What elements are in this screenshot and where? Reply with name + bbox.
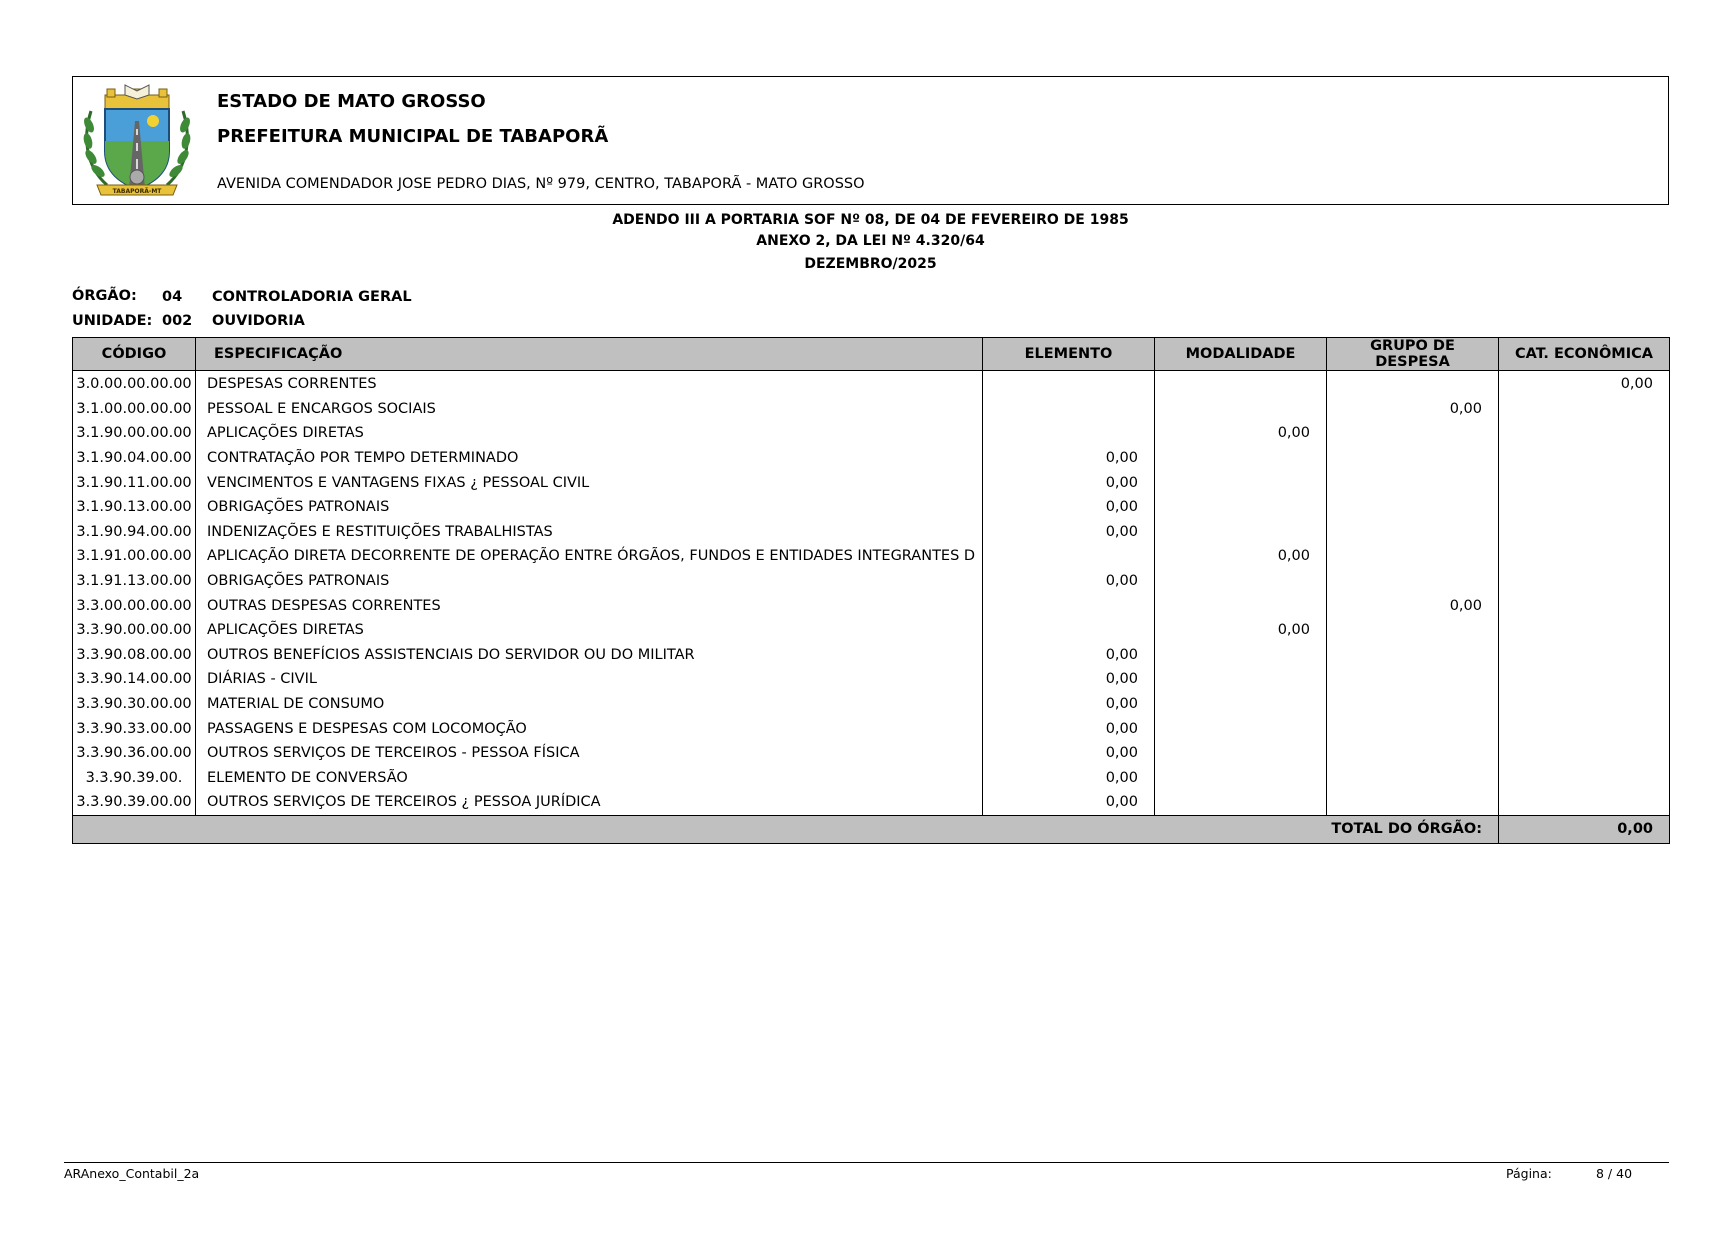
report-name: ARAnexo_Contabil_2a — [64, 1166, 200, 1181]
unidade-code: 002 — [162, 313, 193, 329]
cell-codigo: 3.1.00.00.00.00 — [73, 397, 196, 422]
cell-codigo: 3.1.91.13.00.00 — [73, 569, 196, 594]
cell-especificacao: INDENIZAÇÕES E RESTITUIÇÕES TRABALHISTAS — [196, 520, 983, 545]
cell-grupo-despesa: 0,00 — [1327, 593, 1499, 618]
cell-modalidade — [1155, 397, 1327, 422]
cell-codigo: 3.1.90.94.00.00 — [73, 520, 196, 545]
prefeitura-address: AVENIDA COMENDADOR JOSE PEDRO DIAS, Nº 979, CENTRO, TABAPORÃ - MATO GROSSO — [217, 176, 865, 192]
cell-especificacao: ELEMENTO DE CONVERSÃO — [196, 766, 983, 791]
cell-especificacao: VENCIMENTOS E VANTAGENS FIXAS ¿ PESSOAL CIVIL — [196, 470, 983, 495]
cell-elemento: 0,00 — [983, 470, 1155, 495]
cell-elemento: 0,00 — [983, 741, 1155, 766]
cell-modalidade: 0,00 — [1155, 544, 1327, 569]
cell-modalidade — [1155, 692, 1327, 717]
cell-grupo-despesa — [1327, 520, 1499, 545]
table-row — [73, 371, 1670, 397]
cell-especificacao: DESPESAS CORRENTES — [196, 371, 983, 397]
header-box — [72, 76, 1669, 205]
orgao-label: ÓRGÃO: — [72, 288, 137, 304]
table-header-row — [73, 338, 1670, 371]
cell-especificacao: APLICAÇÃO DIRETA DECORRENTE DE OPERAÇÃO ENTRE ÓRGÃOS, FUNDOS E ENTIDADES INTEGRANTES D — [196, 544, 983, 569]
orgao-code: 04 — [162, 289, 183, 305]
cell-especificacao: PASSAGENS E DESPESAS COM LOCOMOÇÃO — [196, 716, 983, 741]
cell-elemento — [983, 618, 1155, 643]
cell-cat-economica — [1499, 741, 1670, 766]
cell-grupo-despesa — [1327, 618, 1499, 643]
cell-grupo-despesa — [1327, 421, 1499, 446]
cell-especificacao: OUTROS BENEFÍCIOS ASSISTENCIAIS DO SERVIDOR OU DO MILITAR — [196, 643, 983, 668]
cell-codigo: 3.1.90.11.00.00 — [73, 470, 196, 495]
report-period: DEZEMBRO/2025 — [804, 256, 937, 272]
cell-grupo-despesa — [1327, 716, 1499, 741]
cell-modalidade — [1155, 790, 1327, 815]
cell-codigo: 3.3.90.33.00.00 — [73, 716, 196, 741]
cell-modalidade — [1155, 716, 1327, 741]
column-header-codigo: CÓDIGO — [73, 338, 196, 371]
cell-codigo: 3.3.00.00.00.00 — [73, 593, 196, 618]
cell-cat-economica: 0,00 — [1499, 371, 1670, 397]
column-header-cat-economica: CAT. ECONÔMICA — [1499, 338, 1670, 371]
cell-cat-economica — [1499, 643, 1670, 668]
cell-elemento: 0,00 — [983, 520, 1155, 545]
cell-elemento: 0,00 — [983, 643, 1155, 668]
table-row — [73, 397, 1670, 422]
table-row — [73, 667, 1670, 692]
cell-cat-economica — [1499, 544, 1670, 569]
cell-grupo-despesa — [1327, 790, 1499, 815]
cell-codigo: 3.3.90.39.00.00 — [73, 790, 196, 815]
cell-cat-economica — [1499, 593, 1670, 618]
cell-cat-economica — [1499, 618, 1670, 643]
cell-elemento — [983, 371, 1155, 397]
cell-codigo: 3.3.90.14.00.00 — [73, 667, 196, 692]
cell-grupo-despesa — [1327, 741, 1499, 766]
cell-elemento: 0,00 — [983, 446, 1155, 471]
cell-especificacao: MATERIAL DE CONSUMO — [196, 692, 983, 717]
table-row — [73, 692, 1670, 717]
cell-cat-economica — [1499, 446, 1670, 471]
cell-elemento: 0,00 — [983, 766, 1155, 791]
column-header-grupo-despesa: GRUPO DE DESPESA — [1327, 338, 1499, 371]
cell-grupo-despesa — [1327, 643, 1499, 668]
cell-modalidade — [1155, 569, 1327, 594]
cell-cat-economica — [1499, 667, 1670, 692]
total-value: 0,00 — [1499, 815, 1670, 843]
cell-modalidade — [1155, 741, 1327, 766]
cell-modalidade — [1155, 520, 1327, 545]
cell-codigo: 3.1.91.00.00.00 — [73, 544, 196, 569]
cell-grupo-despesa — [1327, 446, 1499, 471]
cell-cat-economica — [1499, 790, 1670, 815]
cell-grupo-despesa — [1327, 495, 1499, 520]
cell-especificacao: APLICAÇÕES DIRETAS — [196, 421, 983, 446]
cell-modalidade — [1155, 470, 1327, 495]
unidade-name: OUVIDORIA — [212, 313, 305, 329]
cell-codigo: 3.1.90.00.00.00 — [73, 421, 196, 446]
cell-especificacao: OBRIGAÇÕES PATRONAIS — [196, 569, 983, 594]
table-row — [73, 544, 1670, 569]
cell-grupo-despesa — [1327, 569, 1499, 594]
cell-elemento — [983, 421, 1155, 446]
cell-codigo: 3.3.90.36.00.00 — [73, 741, 196, 766]
cell-cat-economica — [1499, 569, 1670, 594]
cell-especificacao: OUTROS SERVIÇOS DE TERCEIROS - PESSOA FÍSICA — [196, 741, 983, 766]
cell-especificacao: OBRIGAÇÕES PATRONAIS — [196, 495, 983, 520]
cell-especificacao: DIÁRIAS - CIVIL — [196, 667, 983, 692]
cell-modalidade: 0,00 — [1155, 421, 1327, 446]
table-row — [73, 643, 1670, 668]
footer-divider — [64, 1162, 1669, 1163]
table-row — [73, 495, 1670, 520]
table-row — [73, 618, 1670, 643]
cell-codigo: 3.3.90.39.00. — [73, 766, 196, 791]
cell-elemento: 0,00 — [983, 569, 1155, 594]
state-name: ESTADO DE MATO GROSSO — [217, 91, 486, 112]
cell-elemento: 0,00 — [983, 495, 1155, 520]
report-title-line1: ADENDO III A PORTARIA SOF Nº 08, DE 04 DE FEVEREIRO DE 1985 — [612, 212, 1129, 228]
table-row — [73, 593, 1670, 618]
cell-grupo-despesa — [1327, 692, 1499, 717]
column-header-especificacao: ESPECIFICAÇÃO — [196, 338, 983, 371]
cell-codigo: 3.3.90.08.00.00 — [73, 643, 196, 668]
table-row — [73, 766, 1670, 791]
cell-elemento: 0,00 — [983, 667, 1155, 692]
cell-codigo: 3.3.90.00.00.00 — [73, 618, 196, 643]
table-row — [73, 421, 1670, 446]
cell-cat-economica — [1499, 470, 1670, 495]
municipal-coat-of-arms-logo — [77, 81, 197, 201]
table-row — [73, 741, 1670, 766]
total-label: TOTAL DO ÓRGÃO: — [73, 815, 1499, 843]
cell-especificacao: PESSOAL E ENCARGOS SOCIAIS — [196, 397, 983, 422]
cell-especificacao: OUTROS SERVIÇOS DE TERCEIROS ¿ PESSOA JURÍDICA — [196, 790, 983, 815]
logo-ribbon-text: TABAPORÃ-MT — [112, 188, 162, 195]
cell-codigo: 3.1.90.13.00.00 — [73, 495, 196, 520]
cell-especificacao: APLICAÇÕES DIRETAS — [196, 618, 983, 643]
cell-grupo-despesa — [1327, 766, 1499, 791]
cell-elemento — [983, 544, 1155, 569]
table-row — [73, 569, 1670, 594]
cell-modalidade — [1155, 643, 1327, 668]
cell-cat-economica — [1499, 421, 1670, 446]
cell-modalidade — [1155, 593, 1327, 618]
cell-elemento — [983, 593, 1155, 618]
cell-cat-economica — [1499, 520, 1670, 545]
cell-cat-economica — [1499, 692, 1670, 717]
cell-elemento: 0,00 — [983, 790, 1155, 815]
report-title-line2: ANEXO 2, DA LEI Nº 4.320/64 — [756, 233, 985, 249]
expense-table — [72, 337, 1670, 844]
cell-elemento — [983, 397, 1155, 422]
cell-cat-economica — [1499, 397, 1670, 422]
cell-grupo-despesa — [1327, 544, 1499, 569]
table-total-row — [73, 815, 1670, 843]
cell-cat-economica — [1499, 766, 1670, 791]
cell-grupo-despesa — [1327, 667, 1499, 692]
cell-codigo: 3.1.90.04.00.00 — [73, 446, 196, 471]
cell-cat-economica — [1499, 495, 1670, 520]
cell-grupo-despesa: 0,00 — [1327, 397, 1499, 422]
cell-cat-economica — [1499, 716, 1670, 741]
table-row — [73, 520, 1670, 545]
cell-modalidade — [1155, 667, 1327, 692]
orgao-name: CONTROLADORIA GERAL — [212, 289, 412, 305]
cell-modalidade — [1155, 495, 1327, 520]
cell-grupo-despesa — [1327, 371, 1499, 397]
cell-modalidade — [1155, 371, 1327, 397]
page-label: Página: — [1506, 1166, 1552, 1181]
cell-especificacao: CONTRATAÇÃO POR TEMPO DETERMINADO — [196, 446, 983, 471]
prefeitura-name: PREFEITURA MUNICIPAL DE TABAPORÃ — [217, 126, 609, 147]
cell-modalidade — [1155, 766, 1327, 791]
page-number: 8 / 40 — [1596, 1166, 1633, 1181]
cell-elemento: 0,00 — [983, 692, 1155, 717]
cell-codigo: 3.0.00.00.00.00 — [73, 371, 196, 397]
column-header-modalidade: MODALIDADE — [1155, 338, 1327, 371]
cell-codigo: 3.3.90.30.00.00 — [73, 692, 196, 717]
table-row — [73, 470, 1670, 495]
table-row — [73, 790, 1670, 815]
column-header-elemento: ELEMENTO — [983, 338, 1155, 371]
unidade-label: UNIDADE: — [72, 313, 153, 329]
cell-modalidade: 0,00 — [1155, 618, 1327, 643]
table-row — [73, 716, 1670, 741]
cell-modalidade — [1155, 446, 1327, 471]
cell-especificacao: OUTRAS DESPESAS CORRENTES — [196, 593, 983, 618]
table-row — [73, 446, 1670, 471]
cell-grupo-despesa — [1327, 470, 1499, 495]
cell-elemento: 0,00 — [983, 716, 1155, 741]
